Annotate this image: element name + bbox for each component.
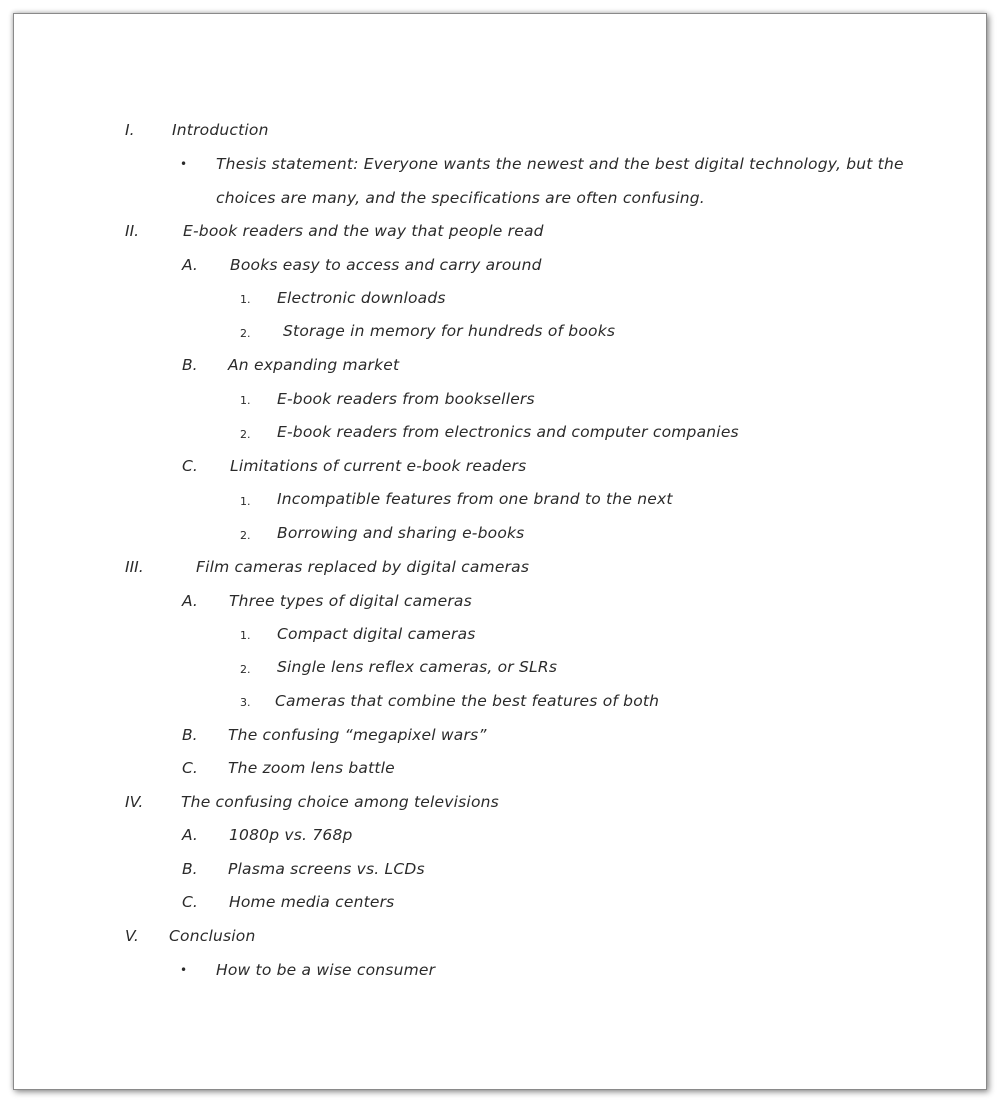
outline-marker: 1. [240,495,251,508]
outline-marker: C. [182,759,198,777]
thesis-statement: Thesis statement: Everyone wants the newest and the best digital technology, but the [216,155,904,173]
outline-item: Cameras that combine the best features of both [275,692,660,710]
outline-marker: 2. [240,529,251,542]
outline-item: How to be a wise consumer [216,961,436,979]
outline-item: Incompatible features from one brand to the next [277,490,673,508]
outline-marker: B. [182,356,198,374]
outline-item-film-cameras: Film cameras replaced by digital cameras [196,558,530,576]
document-page [13,13,987,1090]
outline-marker: A. [182,256,198,274]
outline-item: Single lens reflex cameras, or SLRs [277,658,558,676]
outline-item-ebook-readers: E-book readers and the way that people read [183,222,544,240]
outline-item: Borrowing and sharing e-books [277,524,525,542]
outline-item: Plasma screens vs. LCDs [228,860,425,878]
outline-marker: 2. [240,428,251,441]
outline-marker: I. [125,121,135,139]
outline-item: Limitations of current e-book readers [230,457,527,475]
outline-item-conclusion: Conclusion [169,927,256,945]
outline-item-televisions: The confusing choice among televisions [181,793,499,811]
outline-item: Books easy to access and carry around [230,256,542,274]
outline-item: E-book readers from electronics and computer companies [277,423,739,441]
outline-item: The confusing “megapixel wars” [228,726,487,744]
bullet-icon: • [180,963,188,977]
thesis-statement-continued: choices are many, and the specifications are often confusing. [216,189,705,207]
outline-marker: II. [125,222,140,240]
outline-marker: 1. [240,394,251,407]
outline-marker: A. [182,826,198,844]
outline-marker: 2. [240,663,251,676]
outline-marker: 1. [240,629,251,642]
outline-item: Three types of digital cameras [229,592,472,610]
outline-marker: B. [182,726,198,744]
outline-marker: B. [182,860,198,878]
outline-item-introduction: Introduction [172,121,269,139]
outline-item: Storage in memory for hundreds of books [283,322,616,340]
outline-marker: 2. [240,327,251,340]
outline-item: Electronic downloads [277,289,446,307]
outline-marker: IV. [125,793,144,811]
outline-item: Home media centers [229,893,395,911]
outline-item: The zoom lens battle [228,759,395,777]
bullet-icon: • [180,157,188,171]
outline-marker: 1. [240,293,251,306]
outline-item: Compact digital cameras [277,625,476,643]
outline-marker: C. [182,893,198,911]
outline-marker: III. [125,558,144,576]
outline-item: 1080p vs. 768p [229,826,353,844]
outline-marker: A. [182,592,198,610]
outline-marker: C. [182,457,198,475]
outline-item: E-book readers from booksellers [277,390,535,408]
outline-item: An expanding market [228,356,400,374]
outline-marker: 3. [240,696,251,709]
outline-marker: V. [125,927,139,945]
